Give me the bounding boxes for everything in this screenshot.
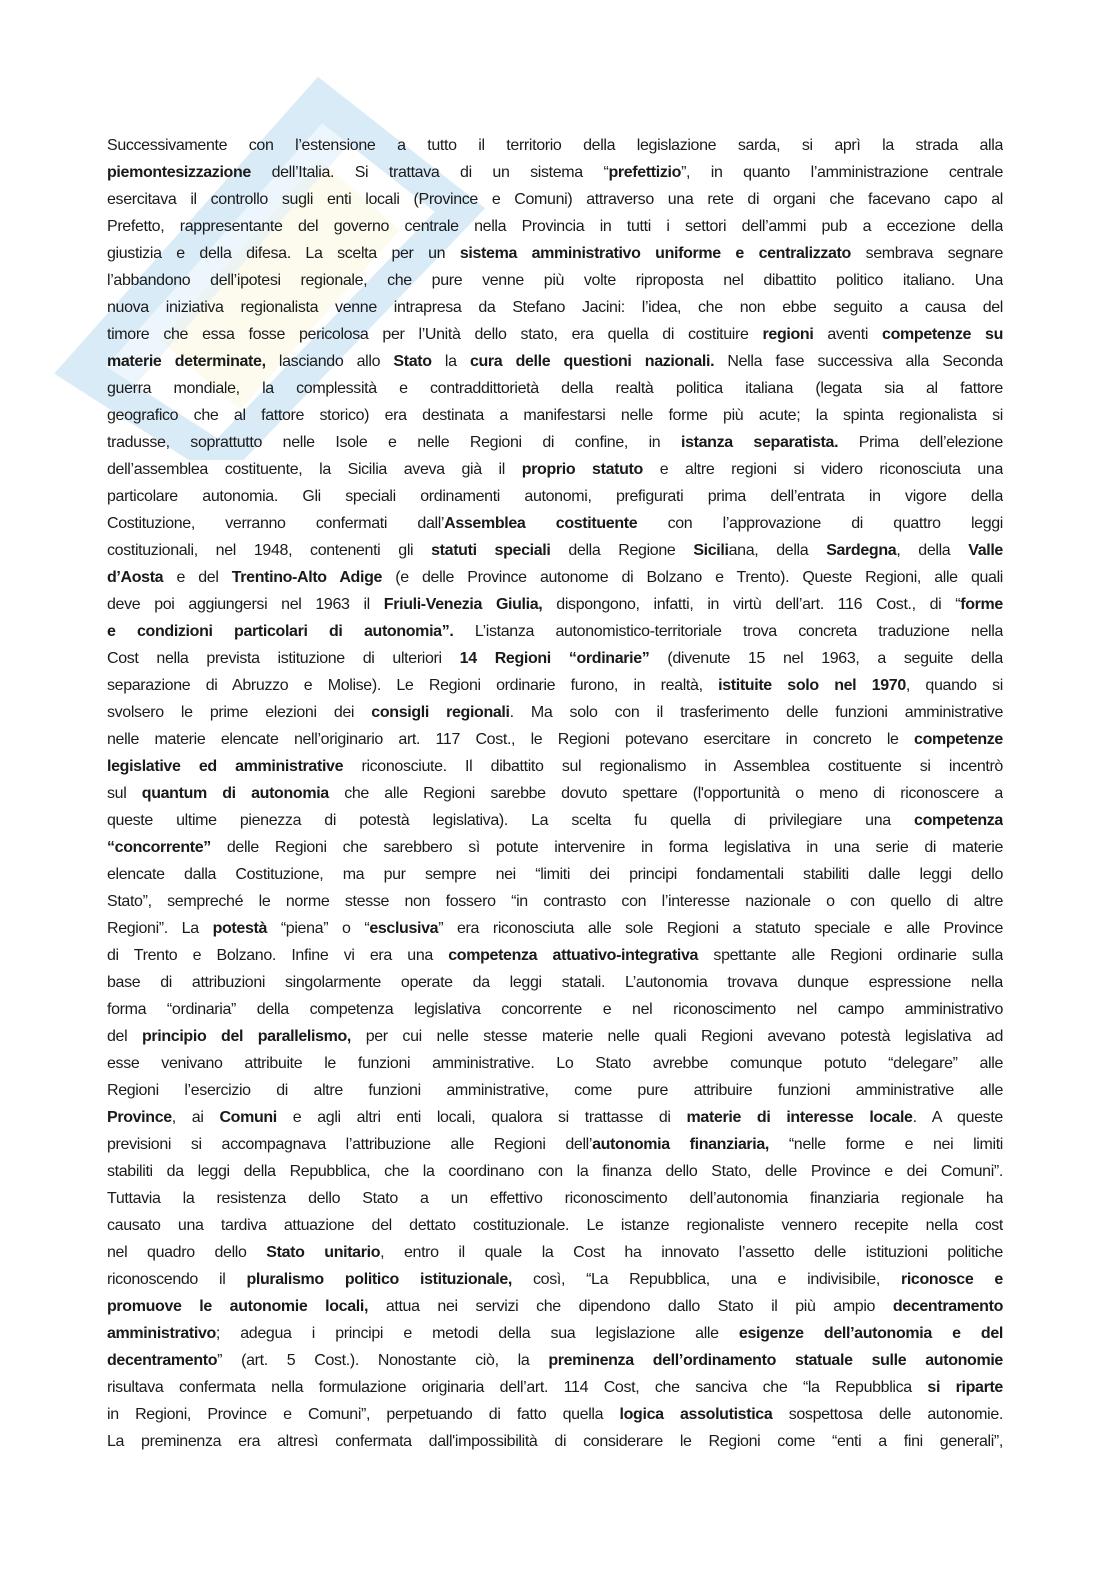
text-run: “piena” o “	[267, 920, 370, 937]
bold-text: esclusiva	[369, 920, 439, 937]
text-line	[107, 726, 1003, 753]
bold-text: istituite solo nel 1970	[718, 677, 906, 694]
text-line	[107, 348, 1003, 375]
bold-text: consigli regionali	[371, 704, 510, 721]
text-run: , entro il quale la Cost ha innovato l’assetto delle istituzioni politiche	[380, 1244, 1003, 1261]
bold-text: cura delle questioni nazionali.	[469, 353, 715, 370]
text-run: . A queste	[912, 1109, 1003, 1126]
bold-text: e condizioni particolari di autonomia”.	[107, 623, 454, 640]
text-line	[107, 996, 1003, 1023]
text-run: svolsero le prime elezioni dei	[107, 704, 372, 721]
bold-text: quantum di autonomia	[141, 785, 329, 802]
bold-text: sistema amministrativo uniforme e centralizzato	[459, 245, 851, 262]
text-line	[107, 1212, 1003, 1239]
text-run: per cui nelle stesse materie nelle quali Regioni avevano potestà legislativa ad	[351, 1028, 1003, 1045]
text-run: ” (art. 5 Cost.). Nonostante ciò, la	[217, 1352, 549, 1369]
text-run: deve poi aggiungersi nel 1963 il	[107, 596, 384, 613]
text-run: Stato”, sempreché le norme stesse non fossero “in contrasto con l’interesse nazionale o con quello di altre	[107, 893, 1003, 910]
text-line	[107, 186, 1003, 213]
text-line	[107, 132, 1003, 159]
text-run: così, “La Repubblica, una e indivisibile,	[511, 1271, 901, 1288]
bold-text: decentramento	[892, 1298, 1003, 1315]
bold-text: 14 Regioni “ordinarie”	[459, 650, 650, 667]
text-run: la	[431, 353, 470, 370]
bold-text: Stato	[393, 353, 432, 370]
text-line	[107, 861, 1003, 888]
text-line	[107, 1104, 1003, 1131]
text-run: separazione di Abruzzo e Molise). Le Regioni ordinarie furono, in realtà,	[107, 677, 719, 694]
bold-text: si riparte	[927, 1379, 1003, 1396]
text-run: con l’approvazione di quattro leggi	[637, 515, 1003, 532]
text-run: queste ultime pienezza di potestà legislativa). La scelta fu quella di privilegiare una	[107, 812, 915, 829]
bold-text: Sardegna	[826, 542, 897, 559]
text-run: causato una tardiva attuazione del dettato costituzionale. Le istanze regionaliste vennero recepite nella cost	[107, 1217, 1003, 1234]
text-line	[107, 294, 1003, 321]
text-run: forma “ordinaria” della competenza legislativa concorrente e nel riconoscimento nel campo amministrativo	[107, 1001, 1003, 1018]
text-run: della Regione	[550, 542, 694, 559]
text-run: costituzionali, nel 1948, contenenti gli	[107, 542, 432, 559]
text-line	[107, 1077, 1003, 1104]
text-run: , quando si	[905, 677, 1003, 694]
text-run: delle Regioni che sarebbero sì potute intervenire in forma legislativa in una serie di materie	[210, 839, 1003, 856]
text-line	[107, 834, 1003, 861]
text-line	[107, 618, 1003, 645]
text-line	[107, 483, 1003, 510]
text-run: attua nei servizi che dipendono dallo Stato il più ampio	[368, 1298, 893, 1315]
text-run: Regioni”. La	[107, 920, 213, 937]
text-line	[107, 1401, 1003, 1428]
text-line	[107, 564, 1003, 591]
text-run: riconoscendo il	[107, 1271, 247, 1288]
text-line	[107, 213, 1003, 240]
text-line	[107, 1320, 1003, 1347]
bold-text: potestà	[212, 920, 268, 937]
text-run: tradusse, soprattutto nelle Isole e nelle Regioni di confine, in	[107, 434, 681, 451]
text-run: Cost nella prevista istituzione di ulteriori	[107, 650, 460, 667]
text-run: ana, della	[728, 542, 827, 559]
text-line	[107, 429, 1003, 456]
text-run: base di attribuzioni singolarmente operate da leggi statali. L’autonomia trovava dunque espressione nella	[107, 974, 1003, 991]
text-run: l’abbandono dell’ipotesi regionale, che pure venne più volte riproposta nel dibattito politico italiano. Una	[107, 272, 1003, 289]
bold-text: forme	[960, 596, 1003, 613]
bold-text: competenze	[914, 731, 1003, 748]
bold-text: logica assolutistica	[619, 1406, 773, 1423]
text-run: previsioni si accompagnava l’attribuzione alle Regioni dell’	[107, 1136, 593, 1153]
text-run: dispongono, infatti, in virtù dell’art. 116 Cost., di “	[542, 596, 961, 613]
text-run: (e delle Province autonome di Bolzano e Trento). Queste Regioni, alle quali	[382, 569, 1003, 586]
text-run: giustizia e della difesa. La scelta per un	[107, 245, 460, 262]
text-run: ”, in quanto l’amministrazione centrale	[681, 164, 1003, 181]
text-line	[107, 537, 1003, 564]
text-line	[107, 645, 1003, 672]
bold-text: promuove le autonomie locali,	[107, 1298, 369, 1315]
text-line	[107, 159, 1003, 186]
text-line	[107, 753, 1003, 780]
text-run: “nelle forme e nei limiti	[769, 1136, 1003, 1153]
bold-text: preminenza dell’ordinamento statuale sulle autonomie	[548, 1352, 1003, 1369]
text-run: esercitava il controllo sugli enti locali (Province e Comuni) attraverso una rete di organi che facevano capo al	[107, 191, 1003, 208]
text-run: riconosciute. Il dibattito sul regionalismo in Assemblea costituente si incentrò	[343, 758, 1003, 775]
text-line	[107, 1428, 1003, 1455]
text-run: ; adegua i principi e metodi della sua legislazione alle	[215, 1325, 739, 1342]
text-line	[107, 1158, 1003, 1185]
text-run: Regioni l’esercizio di altre funzioni amministrative, come pure attribuire funzioni amministrative alle	[107, 1082, 1003, 1099]
text-run: dell’assemblea costituente, la Sicilia aveva già il	[107, 461, 522, 478]
bold-text: legislative ed amministrative	[107, 758, 344, 775]
text-run: particolare autonomia. Gli speciali ordinamenti autonomi, prefigurati prima dell’entrata in vigore della	[107, 488, 1003, 505]
text-run: Successivamente con l’estensione a tutto il territorio della legislazione sarda, si aprì la strada alla	[107, 137, 1003, 154]
text-run: L’istanza autonomistico-territoriale trova concreta traduzione nella	[453, 623, 1003, 640]
bold-text: Stato unitario	[266, 1244, 381, 1261]
text-run: e altre regioni si videro riconosciuta una	[642, 461, 1003, 478]
text-run: elencate dalla Costituzione, ma pur sempre nei “limiti dei principi fondamentali stabiliti dalle leggi dello	[107, 866, 1003, 883]
text-run: nelle materie elencate nell’originario art. 117 Cost., le Regioni potevano esercitare in concreto le	[107, 731, 915, 748]
text-run: dell’Italia. Si trattava di un sistema “	[250, 164, 609, 181]
text-line	[107, 1050, 1003, 1077]
bold-text: Friuli-Venezia Giulia,	[383, 596, 543, 613]
text-line	[107, 1131, 1003, 1158]
bold-text: decentramento	[107, 1352, 218, 1369]
text-line	[107, 807, 1003, 834]
text-run: di Trento e Bolzano. Infine vi era una	[107, 947, 449, 964]
text-run: timore che essa fosse pericolosa per l’Unità dello stato, era quella di costituire	[107, 326, 763, 343]
text-run: , ai	[171, 1109, 220, 1126]
text-line	[107, 888, 1003, 915]
text-line	[107, 591, 1003, 618]
text-run: nel quadro dello	[107, 1244, 267, 1261]
text-run: Tuttavia la resistenza dello Stato a un effettivo riconoscimento dell’autonomia finanziaria regionale ha	[107, 1190, 1003, 1207]
text-run: Nella fase successiva alla Seconda	[714, 353, 1003, 370]
bold-text: principio del parallelismo,	[141, 1028, 352, 1045]
text-line	[107, 1023, 1003, 1050]
bold-text: competenza attuativo-integrativa	[448, 947, 699, 964]
text-line	[107, 1239, 1003, 1266]
text-run: e agli altri enti locali, qualora si trattasse di	[276, 1109, 687, 1126]
text-run: Prefetto, rappresentante del governo centrale nella Provincia in tutti i settori dell’ammi pub a eccezione della	[107, 218, 1003, 235]
text-run: risultava confermata nella formulazione originaria dell’art. 114 Cost, che sanciva che “la Repubblica	[107, 1379, 928, 1396]
bold-text: autonomia finanziaria,	[592, 1136, 770, 1153]
text-line	[107, 969, 1003, 996]
text-run: nuova iniziativa regionalista venne intrapresa da Stefano Jacini: l’idea, che non ebbe seguito a causa del	[107, 299, 1003, 316]
bold-text: d’Aosta	[107, 569, 164, 586]
text-run: lasciando allo	[265, 353, 394, 370]
bold-text: piemontesizzazione	[107, 164, 251, 181]
text-line	[107, 267, 1003, 294]
text-run: sul	[107, 785, 142, 802]
text-run: ” era riconosciuta alle sole Regioni a statuto speciale e alle Province	[438, 920, 1003, 937]
text-run: in Regioni, Province e Comuni”, perpetuando di fatto quella	[107, 1406, 620, 1423]
text-line	[107, 321, 1003, 348]
bold-text: Province	[107, 1109, 172, 1126]
text-run: esse venivano attribuite le funzioni amministrative. Lo Stato avrebbe comunque potuto “delegare” alle	[107, 1055, 1003, 1072]
bold-text: Trentino-Alto Adige	[231, 569, 383, 586]
text-run: e del	[163, 569, 232, 586]
text-run: sospettosa delle autonomie.	[772, 1406, 1003, 1423]
text-line	[107, 1374, 1003, 1401]
bold-text: competenza	[914, 812, 1003, 829]
text-run: , della	[896, 542, 969, 559]
text-run: del	[107, 1028, 142, 1045]
text-run: La preminenza era altresì confermata dall'impossibilità di considerare le Regioni come “enti a fini generali”,	[107, 1433, 1003, 1450]
text-run: Costituzione, verranno confermati dall’	[107, 515, 445, 532]
text-run: che alle Regioni sarebbe dovuto spettare (l'opportunità o meno di riconoscere a	[328, 785, 1003, 802]
text-run: Prima dell’elezione	[838, 434, 1003, 451]
text-line	[107, 1185, 1003, 1212]
text-line	[107, 456, 1003, 483]
text-line	[107, 402, 1003, 429]
bold-text: prefettizio	[608, 164, 682, 181]
bold-text: materie determinate,	[107, 353, 266, 370]
text-line	[107, 510, 1003, 537]
text-run: geografico che al fattore storico) era destinata a manifestarsi nelle forme più acute; la spinta regionalista si	[107, 407, 1003, 424]
text-line	[107, 1266, 1003, 1293]
text-run: (divenute 15 nel 1963, a seguite della	[649, 650, 1003, 667]
bold-text: pluralismo politico istituzionale,	[246, 1271, 512, 1288]
text-run: . Ma solo con il trasferimento delle funzioni amministrative	[509, 704, 1003, 721]
bold-text: materie di interesse locale	[686, 1109, 913, 1126]
text-line	[107, 1347, 1003, 1374]
bold-text: competenze su	[882, 326, 1003, 343]
text-run: sembrava segnare	[850, 245, 1003, 262]
text-line	[107, 780, 1003, 807]
bold-text: Valle	[968, 542, 1003, 559]
text-line	[107, 942, 1003, 969]
text-run: aventi	[813, 326, 883, 343]
text-run: guerra mondiale, la complessità e contraddittorietà della realtà politica italiana (legata sia al fattore	[107, 380, 1003, 397]
bold-text: regioni	[762, 326, 814, 343]
text-line	[107, 375, 1003, 402]
bold-text: proprio statuto	[521, 461, 643, 478]
text-run: spettante alle Regioni ordinarie sulla	[698, 947, 1003, 964]
text-line	[107, 240, 1003, 267]
bold-text: riconosce e	[900, 1271, 1003, 1288]
bold-text: Comuni	[219, 1109, 277, 1126]
document-body	[107, 132, 1003, 1455]
bold-text: “concorrente”	[107, 839, 211, 856]
text-run: stabiliti da leggi della Repubblica, che la coordinano con la finanza dello Stato, delle Province e dei Comuni”.	[107, 1163, 1003, 1180]
text-line	[107, 915, 1003, 942]
bold-text: statuti speciali	[431, 542, 551, 559]
text-line	[107, 672, 1003, 699]
text-line	[107, 699, 1003, 726]
bold-text: Assemblea costituente	[444, 515, 638, 532]
bold-text: esigenze dell’autonomia e del	[738, 1325, 1003, 1342]
bold-text: amministrativo	[107, 1325, 216, 1342]
bold-text: Sicili	[693, 542, 729, 559]
text-line	[107, 1293, 1003, 1320]
bold-text: istanza separatista.	[681, 434, 839, 451]
